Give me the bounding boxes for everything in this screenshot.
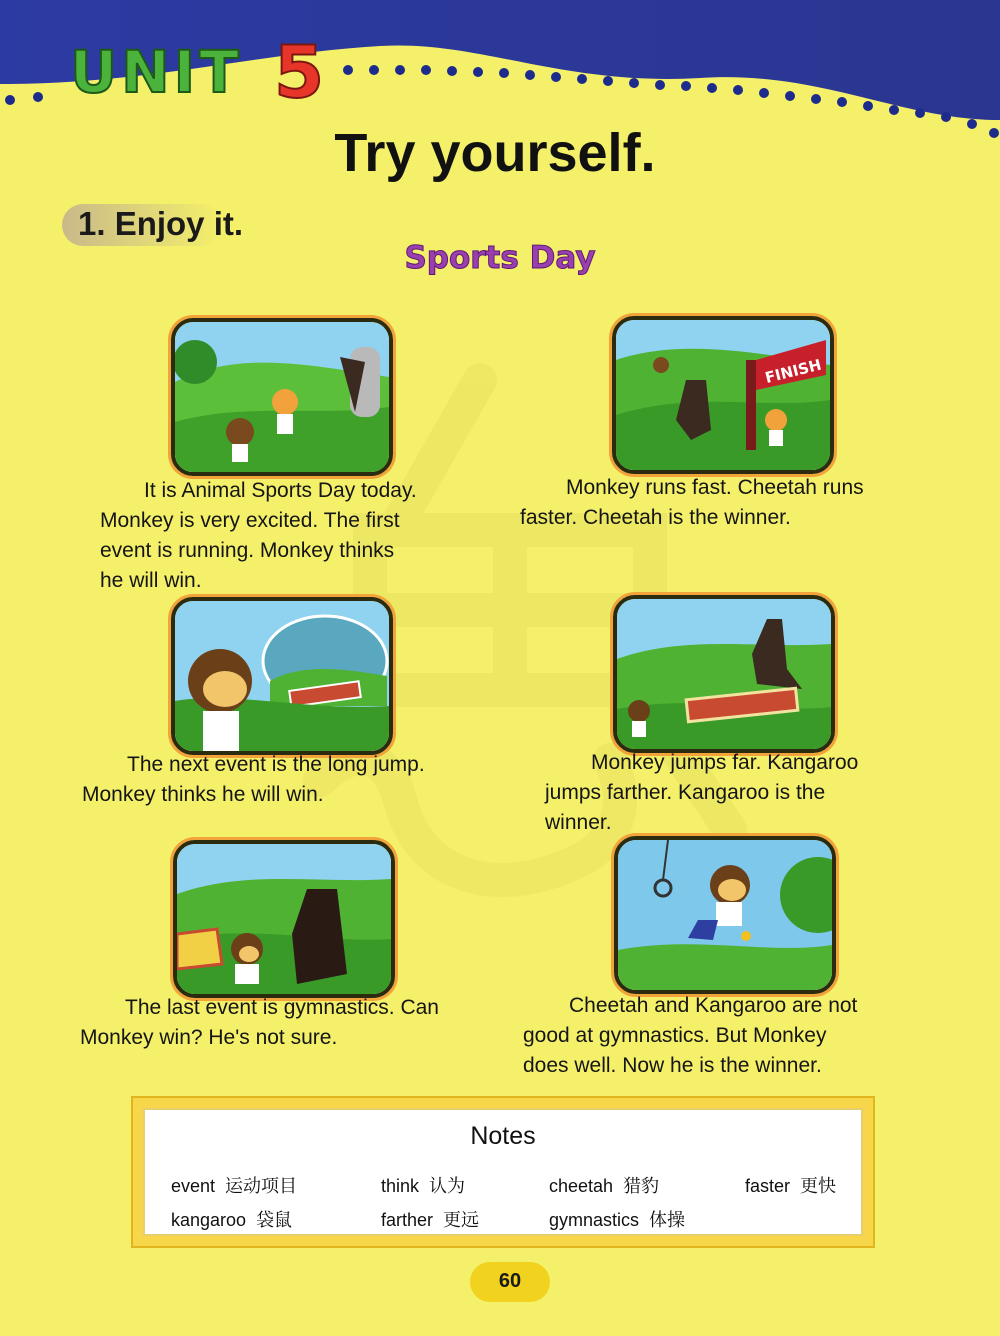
- monkey-gymnastics-illustration: [618, 840, 832, 990]
- note-chinese: 体操: [649, 1210, 686, 1230]
- story-title: Sports Day: [404, 240, 596, 276]
- note-english: farther: [381, 1210, 434, 1230]
- note-chinese: 运动项目: [225, 1176, 298, 1196]
- story-caption-1: It is Animal Sports Day today. Monkey is very excited. The first event is running. Monkey thinks he will win.: [100, 479, 417, 592]
- unit-label: UNIT: [70, 38, 243, 106]
- finish-line-illustration: [616, 320, 830, 470]
- story-caption-6: Cheetah and Kangaroo are not good at gymnastics. But Monkey does well. Now he is the winner.: [523, 994, 858, 1077]
- running-start-illustration: [175, 322, 389, 472]
- story-panel-1: [171, 318, 393, 476]
- section-title: 1. Enjoy it.: [78, 205, 244, 242]
- note-english: think: [381, 1176, 420, 1196]
- story-panel-3: [171, 597, 393, 755]
- note-chinese: 认为: [429, 1176, 466, 1196]
- notes-title: Notes: [470, 1122, 536, 1150]
- story-panel-6: [614, 836, 836, 994]
- note-item: [171, 1172, 297, 1198]
- story-panel-2: [612, 316, 834, 474]
- note-item: [381, 1172, 465, 1198]
- notes-panel: [143, 1108, 863, 1236]
- story-caption-4: Monkey jumps far. Kangaroo jumps farther. Kangaroo is the winner.: [545, 751, 859, 834]
- finish-sign: FINISH: [763, 355, 824, 387]
- kangaroo-jump-illustration: [617, 599, 831, 749]
- story-panel-4: [613, 595, 835, 753]
- page-number: 60: [498, 1270, 522, 1292]
- story-panel-5: [173, 840, 395, 998]
- note-english: faster: [745, 1176, 791, 1196]
- notes-box: [131, 1096, 875, 1248]
- note-chinese: 猎豹: [623, 1176, 660, 1196]
- monkey-worried-illustration: [177, 844, 391, 994]
- note-english: event: [171, 1176, 216, 1196]
- note-chinese: 袋鼠: [256, 1210, 293, 1230]
- note-english: cheetah: [549, 1176, 614, 1196]
- monkey-thinking-illustration: [175, 601, 389, 751]
- note-chinese: 更快: [800, 1176, 837, 1196]
- story-caption-5: The last event is gymnastics. Can Monkey win? He's not sure.: [80, 996, 439, 1049]
- note-item: [171, 1206, 292, 1232]
- unit-number: 5: [274, 30, 325, 114]
- note-english: kangaroo: [171, 1210, 247, 1230]
- note-item: [549, 1206, 685, 1232]
- page-title: Try yourself.: [334, 123, 656, 183]
- note-item: [745, 1172, 836, 1198]
- story-caption-2: Monkey runs fast. Cheetah runs faster. Cheetah is the winner.: [520, 476, 864, 529]
- note-chinese: 更远: [443, 1210, 480, 1230]
- story-caption-3: The next event is the long jump. Monkey thinks he will win.: [82, 753, 425, 806]
- note-english: gymnastics: [549, 1210, 640, 1230]
- note-item: [549, 1172, 659, 1198]
- note-item: [381, 1206, 479, 1232]
